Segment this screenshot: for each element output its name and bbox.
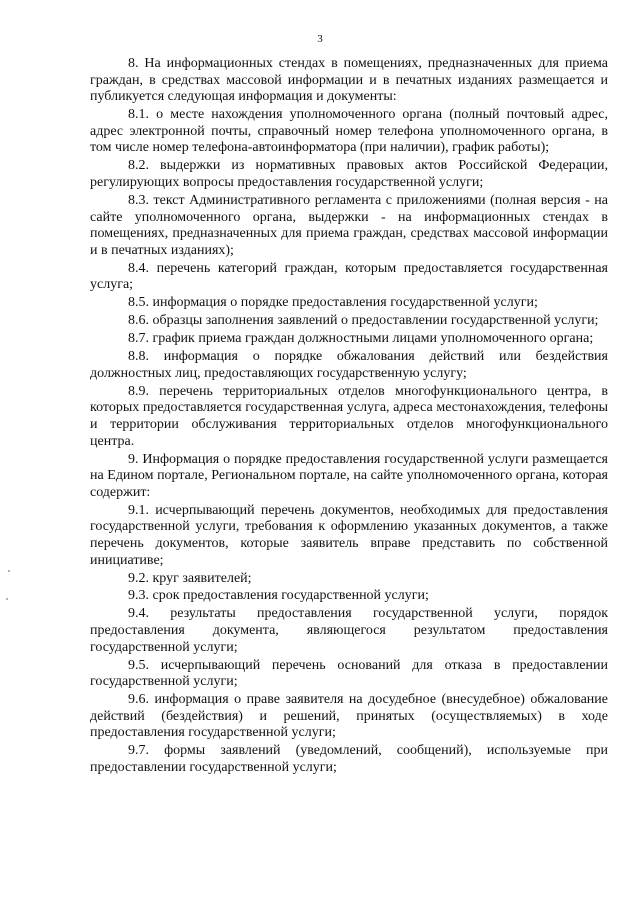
paragraph-9-6: 9.6. информация о праве заявителя на досудебное (внесудебное) обжалование действий (бездействия) и решений, принятых (осуществляемых) в ходе предоставления государственной услуги; [90,692,608,741]
paragraph-8-5: 8.5. информация о порядке предоставления государственной услуги; [128,295,538,311]
paragraph-9-5: 9.5. исчерпывающий перечень оснований для отказа в предоставлении государственной услуги; [90,657,608,690]
paragraph-9-2: 9.2. круг заявителей; [128,570,252,586]
paragraph-9: 9. Информация о порядке предоставления государственной услуги размещается на Едином портале, Региональном портале, на сайте уполномоченного органа, которая содержит: [90,451,608,500]
paragraph-8-9: 8.9. перечень территориальных отделов многофункционального центра, в которых предоставляется государственная услуга, адреса местонахождения, телефоны и территории обслуживания территориальных отделов многофункционального центра. [90,383,608,449]
paragraph-9-1: 9.1. исчерпывающий перечень документов, необходимых для предоставления государственной услуги, требования к оформлению указанных документов, а также перечень документов, которые заявитель вправе представить по собственной инициативе; [90,502,608,568]
paragraph-8-7: 8.7. график приема граждан должностными лицами уполномоченного органа; [128,331,594,347]
paragraph-8-3: 8.3. текст Административного регламента с приложениями (полная версия - на сайте уполномоченного органа, выдержки - на информационных стендах в помещениях, предназначенных для приема граждан, средствах массовой информации и в печатных изданиях); [90,192,608,258]
paragraph-9-7: 9.7. формы заявлений (уведомлений, сообщений), используемые при предоставлении государственной услуги; [90,743,608,775]
paragraph-8: 8. На информационных стендах в помещениях, предназначенных для приема граждан, в средствах массовой информации и в печатных изданиях размещается и публикуется следующая информация и документы: [90,56,608,105]
page-number: 3 [317,33,323,45]
paragraph-8-2: 8.2. выдержки из нормативных правовых актов Российской Федерации, регулирующих вопросы предоставления государственной услуги; [90,158,608,190]
paragraph-8-6: 8.6. образцы заполнения заявлений о предоставлении государственной услуги; [128,313,599,329]
paragraph-8-8: 8.8. информация о порядке обжалования действий или бездействия должностных лиц, предоставляющих государственную услугу; [90,349,608,381]
paragraph-8-1: 8.1. о месте нахождения уполномоченного органа (полный почтовый адрес, адрес электронной почты, справочный номер телефона уполномоченного органа, в том числе номер телефона-автоинформатора (при наличии), график работы); [90,107,608,156]
paragraph-9-3: 9.3. срок предоставления государственной услуги; [128,588,429,604]
document-body [90,56,608,778]
scan-speck [6,598,8,600]
paragraph-9-4: 9.4. результаты предоставления государственной услуги, порядок предоставления документа, являющегося результатом предоставления государственной услуги; [90,606,608,655]
paragraph-8-4: 8.4. перечень категорий граждан, которым предоставляется государственная услуга; [90,260,608,293]
scan-speck [8,570,10,572]
